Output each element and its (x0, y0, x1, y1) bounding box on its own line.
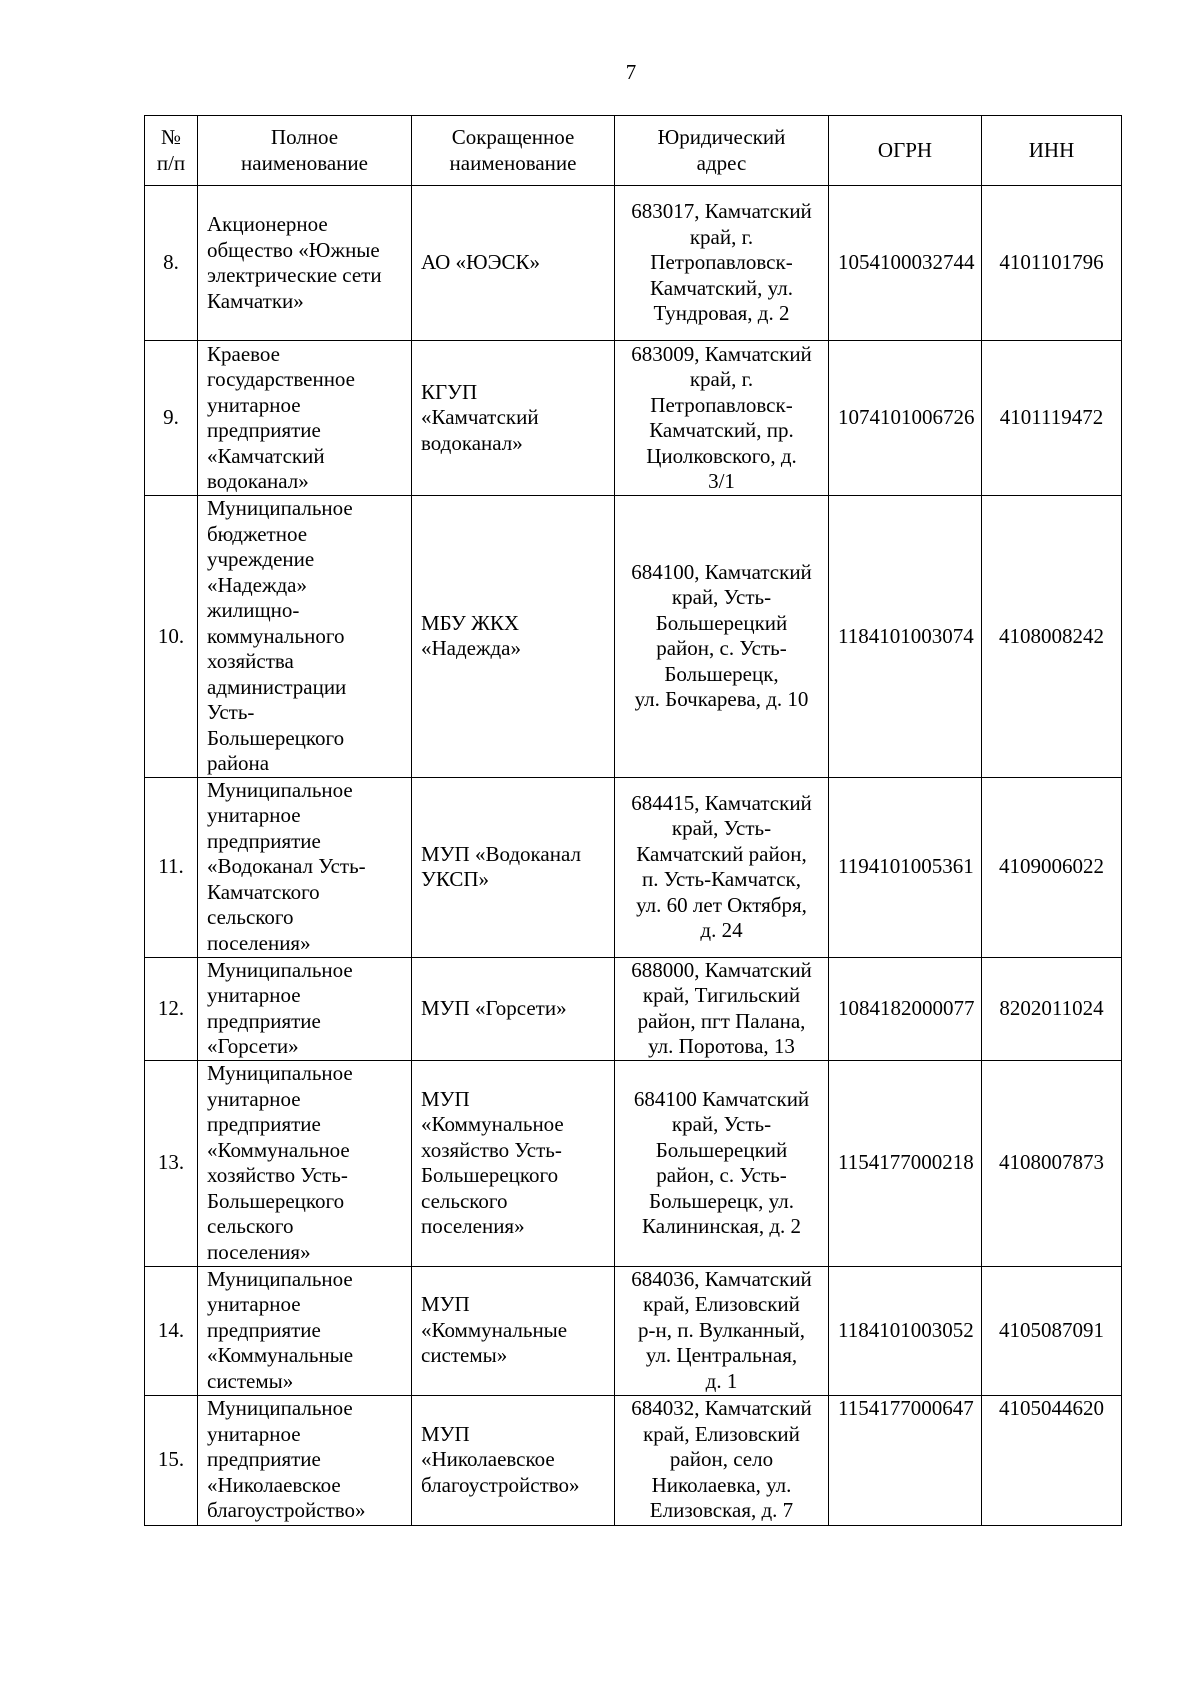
header-short-name: Сокращенное наименование (412, 116, 615, 186)
table-row (145, 186, 1122, 341)
row-full-name: Краевое государственное унитарное предприятие «Камчатский водоканал» (198, 341, 412, 496)
row-num: 12. (145, 957, 198, 1060)
row-inn: 4108008242 (982, 496, 1122, 778)
row-ogrn: 1074101006726 (829, 341, 982, 496)
row-full-name: Муниципальное унитарное предприятие «Водоканал Усть- Камчатского сельского поселения» (198, 777, 412, 957)
header-inn: ИНН (982, 116, 1122, 186)
row-inn: 4108007873 (982, 1060, 1122, 1266)
table-row (145, 957, 1122, 1060)
row-address: 684032, Камчатский край, Елизовский район, село Николаевка, ул. Елизовская, д. 7 (615, 1395, 829, 1525)
table-header-row (145, 116, 1122, 186)
row-address: 684100 Камчатский край, Усть- Большерецкий район, с. Усть- Большерецк, ул. Калининская, д. 2 (615, 1060, 829, 1266)
row-short-name: МУП «Коммунальные системы» (412, 1266, 615, 1395)
row-inn: 4105087091 (982, 1266, 1122, 1395)
row-inn: 8202011024 (982, 957, 1122, 1060)
row-num: 8. (145, 186, 198, 341)
row-full-name: Муниципальное унитарное предприятие «Коммунальные системы» (198, 1266, 412, 1395)
row-short-name: МУП «Водоканал УКСП» (412, 777, 615, 957)
header-num: № п/п (145, 116, 198, 186)
row-inn: 4101101796 (982, 186, 1122, 341)
row-full-name: Муниципальное унитарное предприятие «Николаевское благоустройство» (198, 1395, 412, 1525)
table-row (145, 1060, 1122, 1266)
row-inn: 4109006022 (982, 777, 1122, 957)
row-short-name: КГУП «Камчатский водоканал» (412, 341, 615, 496)
row-ogrn: 1194101005361 (829, 777, 982, 957)
row-num: 9. (145, 341, 198, 496)
row-ogrn: 1054100032744 (829, 186, 982, 341)
row-num: 10. (145, 496, 198, 778)
row-inn: 4101119472 (982, 341, 1122, 496)
row-address: 684415, Камчатский край, Усть- Камчатский район, п. Усть-Камчатск, ул. 60 лет Октября, д. 24 (615, 777, 829, 957)
row-short-name: МБУ ЖКХ «Надежда» (412, 496, 615, 778)
row-ogrn: 1154177000647 (829, 1395, 982, 1525)
header-address: Юридический адрес (615, 116, 829, 186)
page-number: 7 (625, 60, 637, 84)
row-full-name: Муниципальное унитарное предприятие «Коммунальное хозяйство Усть- Большерецкого сельского поселения» (198, 1060, 412, 1266)
row-full-name: Муниципальное бюджетное учреждение «Надежда» жилищно- коммунального хозяйства администрации Усть- Большерецкого района (198, 496, 412, 778)
row-num: 14. (145, 1266, 198, 1395)
row-num: 11. (145, 777, 198, 957)
table-row (145, 777, 1122, 957)
row-full-name: Акционерное общество «Южные электрические сети Камчатки» (198, 186, 412, 341)
table-row (145, 496, 1122, 778)
organizations-table (144, 115, 1122, 1526)
row-short-name: МУП «Николаевское благоустройство» (412, 1395, 615, 1525)
row-address: 684100, Камчатский край, Усть- Большерецкий район, с. Усть- Большерецк, ул. Бочкарева, д. 10 (615, 496, 829, 778)
row-ogrn: 1184101003052 (829, 1266, 982, 1395)
header-ogrn: ОГРН (829, 116, 982, 186)
row-address: 684036, Камчатский край, Елизовский р-н, п. Вулканный, ул. Центральная, д. 1 (615, 1266, 829, 1395)
row-num: 13. (145, 1060, 198, 1266)
row-ogrn: 1154177000218 (829, 1060, 982, 1266)
row-ogrn: 1184101003074 (829, 496, 982, 778)
row-ogrn: 1084182000077 (829, 957, 982, 1060)
row-address: 683017, Камчатский край, г. Петропавловск- Камчатский, ул. Тундровая, д. 2 (615, 186, 829, 341)
row-address: 688000, Камчатский край, Тигильский район, пгт Палана, ул. Поротова, 13 (615, 957, 829, 1060)
row-inn: 4105044620 (982, 1395, 1122, 1525)
row-short-name: МУП «Коммунальное хозяйство Усть- Большерецкого сельского поселения» (412, 1060, 615, 1266)
row-address: 683009, Камчатский край, г. Петропавловск- Камчатский, пр. Циолковского, д. 3/1 (615, 341, 829, 496)
table-row (145, 1266, 1122, 1395)
row-short-name: АО «ЮЭСК» (412, 186, 615, 341)
table-row (145, 1395, 1122, 1525)
table-row (145, 341, 1122, 496)
row-short-name: МУП «Горсети» (412, 957, 615, 1060)
header-full-name: Полное наименование (198, 116, 412, 186)
row-full-name: Муниципальное унитарное предприятие «Горсети» (198, 957, 412, 1060)
row-num: 15. (145, 1395, 198, 1525)
